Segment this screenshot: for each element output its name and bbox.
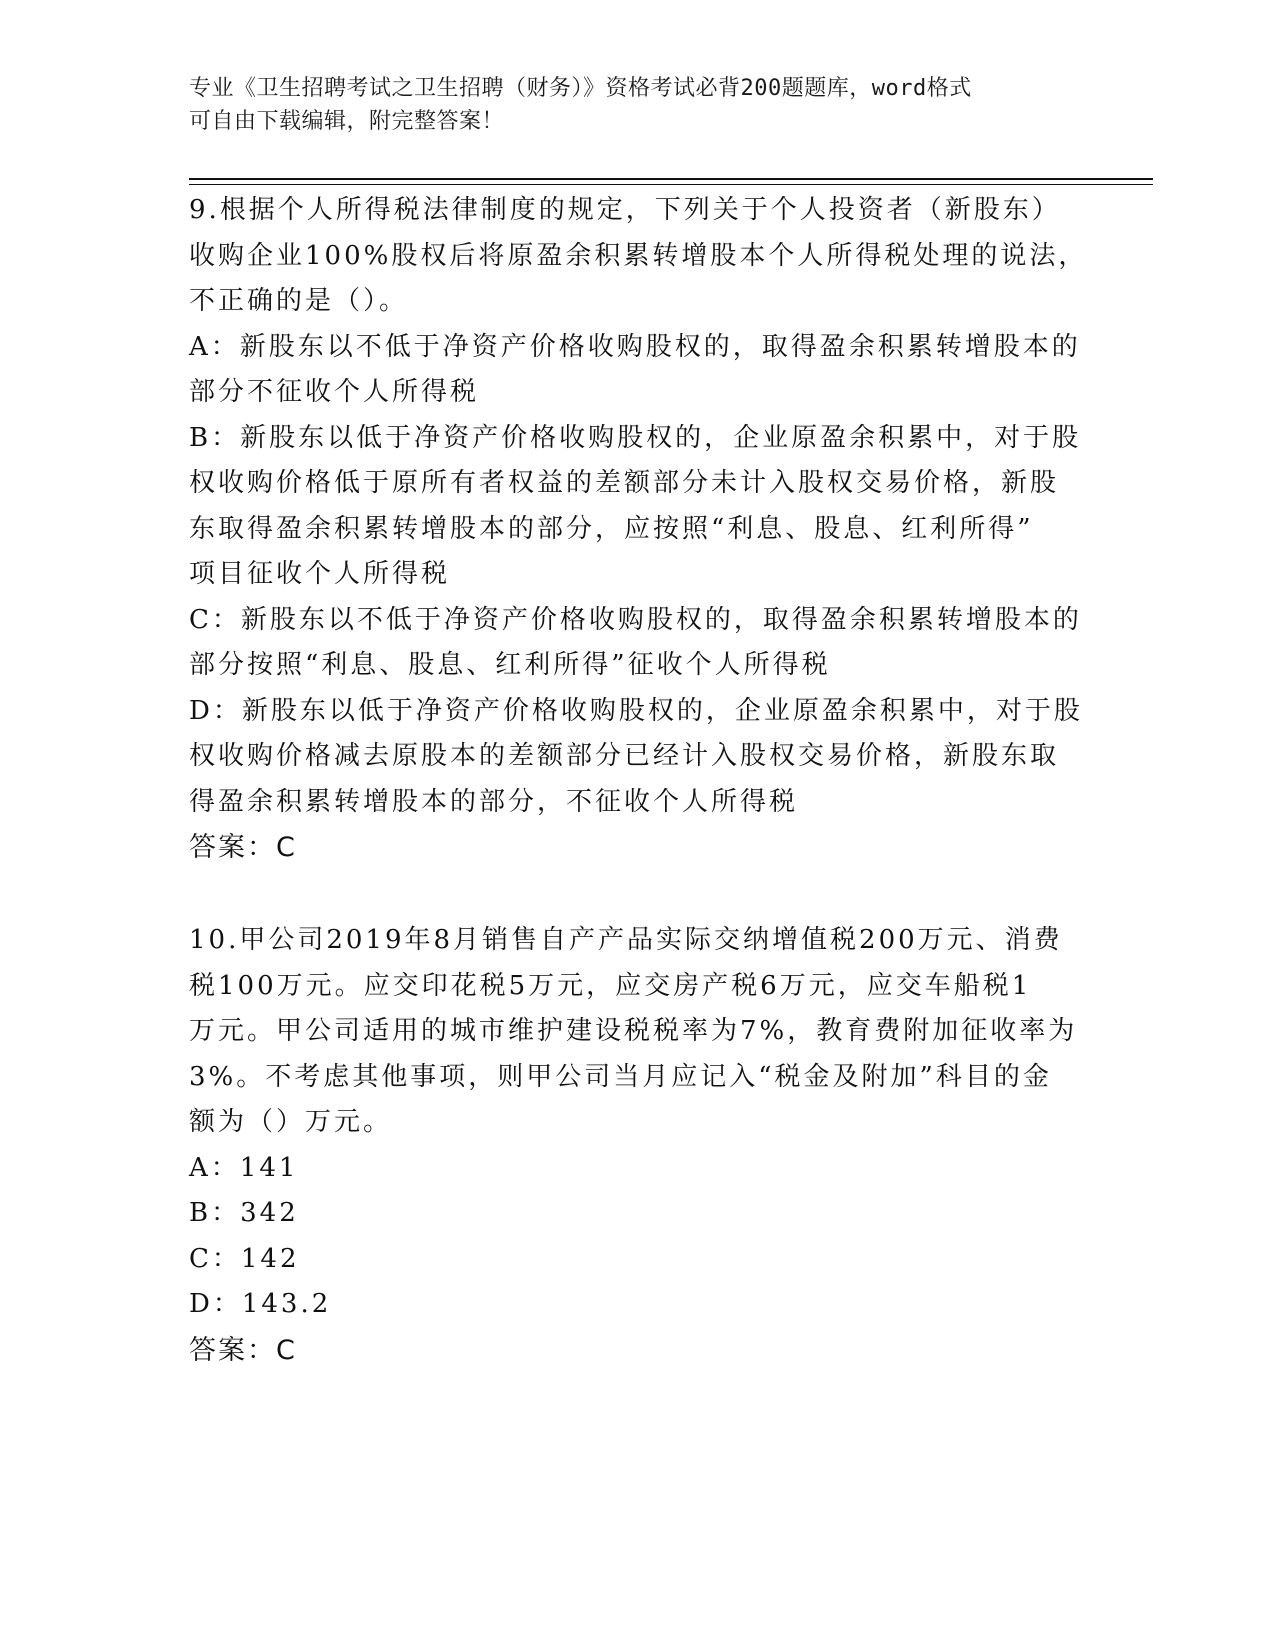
question-stem-line: 9.根据个人所得税法律制度的规定，下列关于个人投资者（新股东） (189, 195, 1061, 225)
option-line: B：新股东以低于净资产价格收购股权的，企业原盈余积累中，对于股 (189, 422, 1082, 453)
option-line: 得盈余积累转增股本的部分，不征收个人所得税 (189, 786, 799, 817)
header-divider-thin (189, 184, 1153, 185)
question-stem-line: 3%。不考虑其他事项，则甲公司当月应记入“税金及附加”科目的金 (189, 1061, 1052, 1092)
option-line: C：新股东以不低于净资产价格收购股权的，取得盈余积累转增股本的 (189, 604, 1082, 635)
option-line: D：新股东以低于净资产价格收购股权的，企业原盈余积累中，对于股 (189, 695, 1083, 726)
option-line: C：142 (189, 1243, 300, 1274)
question-stem-line: 不正确的是（）。 (189, 286, 409, 316)
question-stem-line: 额为（）万元。 (189, 1107, 393, 1137)
option-line: 项目征收个人所得税 (189, 559, 451, 589)
option-line: A：141 (189, 1152, 299, 1183)
question-stem-line: 收购企业100%股权后将原盈余积累转增股本个人所得税处理的说法， (189, 240, 1088, 271)
question-10 (189, 918, 1084, 1373)
answer-label: 答案：C (189, 832, 297, 863)
question-stem-line: 万元。甲公司适用的城市维护建设税税率为7%，教育费附加征收率为 (189, 1016, 1078, 1046)
option-line: D：143.2 (189, 1289, 332, 1319)
option-line: A：新股东以不低于净资产价格收购股权的，取得盈余积累转增股本的 (189, 331, 1081, 362)
option-line: 权收购价格减去原股本的差额部分已经计入股权交易价格，新股东取 (189, 741, 1060, 771)
document-header (189, 72, 1069, 138)
header-divider-thick (189, 178, 1153, 180)
option-line: 东取得盈余积累转增股本的部分，应按照“利息、股息、红利所得” (189, 513, 1034, 544)
answer-label: 答案：C (189, 1334, 297, 1366)
question-stem-line: 税100万元。应交印花税5万元，应交房产税6万元，应交车船税1 (189, 970, 1032, 1001)
question-stem-line: 10.甲公司2019年8月销售自产产品实际交纳增值税200万元、消费 (189, 925, 1063, 955)
option-line: 权收购价格低于原所有者权益的差额部分未计入股权交易价格，新股 (189, 468, 1060, 498)
option-line: 部分按照“利息、股息、红利所得”征收个人所得税 (189, 650, 831, 680)
option-line: B：342 (189, 1198, 299, 1228)
header-line-1: 专业《卫生招聘考试之卫生招聘（财务）》资格考试必背200题题库，word格式 (189, 76, 972, 101)
question-9 (189, 188, 1088, 871)
header-line-2: 可自由下载编辑，附完整答案！ (189, 109, 505, 134)
option-line: 部分不征收个人所得税 (189, 377, 480, 407)
